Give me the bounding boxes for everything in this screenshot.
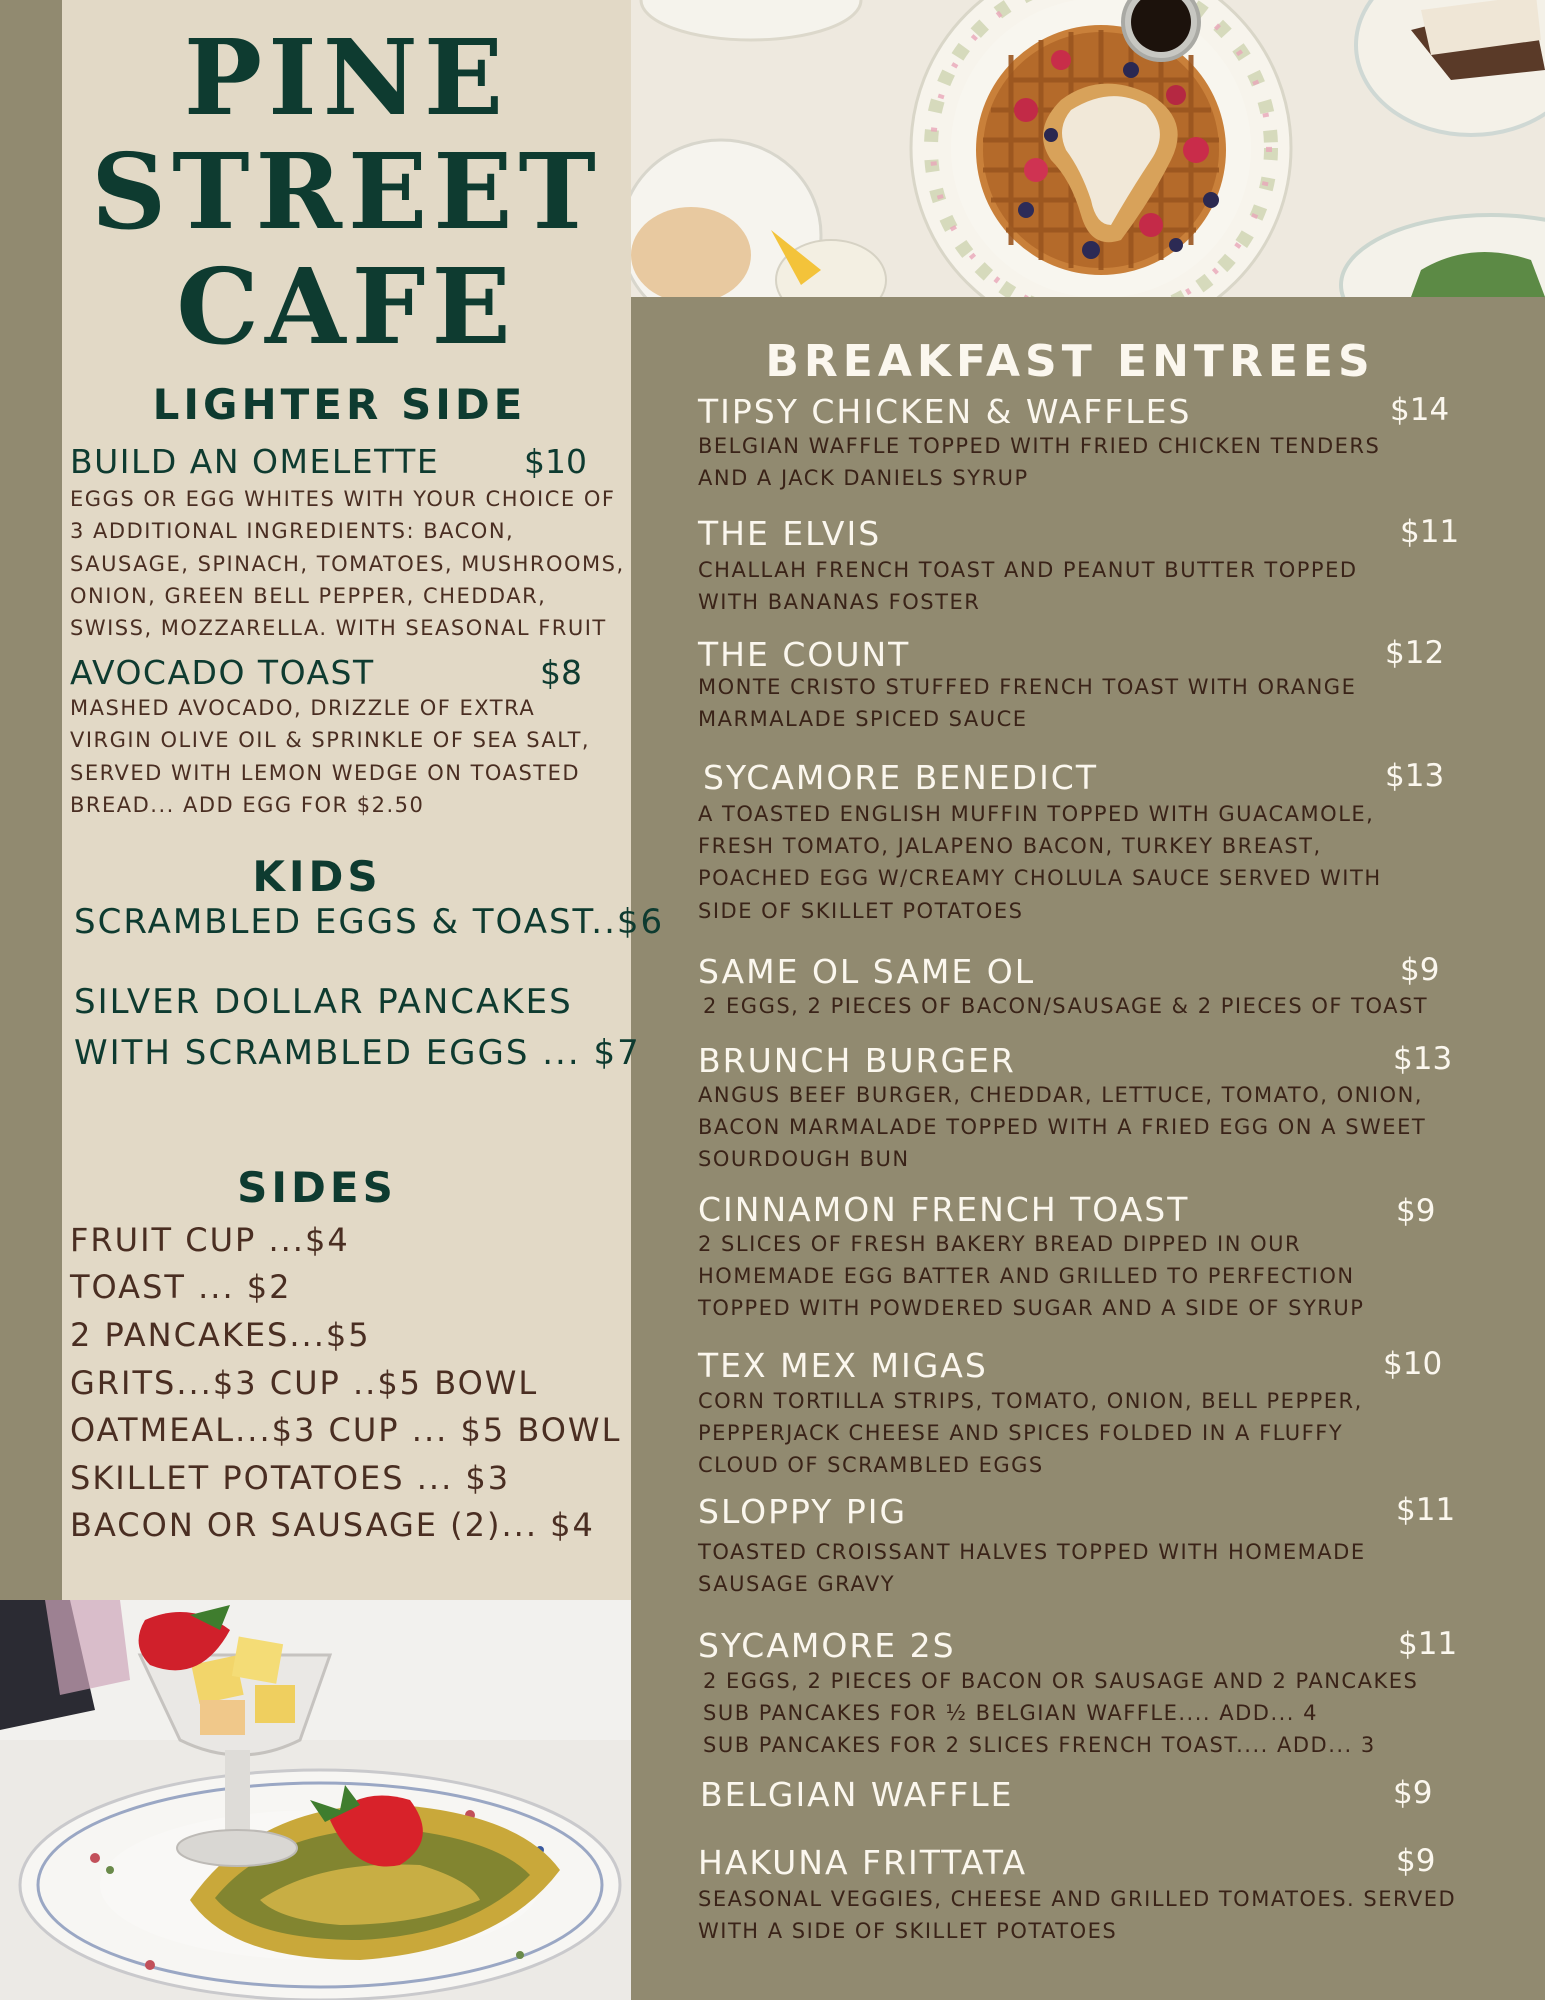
kids-item-pancakes-line-2: WITH SCRAMBLED EGGS ... $7 <box>74 1033 641 1073</box>
entree-price: $9 <box>1400 952 1440 988</box>
entree-description: BELGIAN WAFFLE TOPPED WITH FRIED CHICKEN TENDERS AND A JACK DANIELS SYRUP <box>698 434 1381 491</box>
entree-name: CINNAMON FRENCH TOAST <box>698 1190 1190 1229</box>
omelette-photo <box>0 1600 631 2000</box>
lighter-side-heading: LIGHTER SIDE <box>152 380 527 429</box>
entree-description: 2 EGGS, 2 PIECES OF BACON/SAUSAGE & 2 PIECES OF TOAST <box>703 994 1429 1018</box>
entree-price: $11 <box>1396 1492 1456 1528</box>
kids-heading: KIDS <box>252 852 382 901</box>
cafe-title-line-2: STREET <box>91 130 602 253</box>
entree-name: SAME OL SAME OL <box>698 952 1036 991</box>
omelette-description: EGGS OR EGG WHITES WITH YOUR CHOICE OF 3 ADDITIONAL INGREDIENTS: BACON, SAUSAGE, SPINACH, TOMATOES, MUSHROOMS, ONION, GREEN BELL PEPPER, CHEDDAR, SWISS, MOZZARELLA. WITH SEASONAL FRUIT <box>70 487 625 641</box>
entree-name: BRUNCH BURGER <box>698 1041 1016 1080</box>
entree-price: $11 <box>1398 1626 1458 1662</box>
entree-name: SLOPPY PIG <box>698 1492 908 1531</box>
entree-description: CORN TORTILLA STRIPS, TOMATO, ONION, BELL PEPPER, PEPPERJACK CHEESE AND SPICES FOLDED IN A FLUFFY CLOUD OF SCRAMBLED EGGS <box>698 1389 1363 1478</box>
entree-name: TEX MEX MIGAS <box>698 1346 988 1385</box>
cafe-title-line-3: CAFE <box>176 245 517 368</box>
sides-item: BACON OR SAUSAGE (2)... $4 <box>70 1506 595 1544</box>
waffle-photo-illustration <box>631 0 1545 297</box>
entree-name: SYCAMORE 2S <box>698 1626 956 1665</box>
waffle-photo <box>631 0 1545 297</box>
sides-item: SKILLET POTATOES ... $3 <box>70 1459 511 1497</box>
entree-price: $10 <box>1383 1346 1443 1382</box>
omelette-price: $10 <box>524 442 587 481</box>
kids-item-pancakes-line-1: SILVER DOLLAR PANCAKES <box>74 982 573 1022</box>
entree-price: $13 <box>1393 1041 1453 1077</box>
sides-item: FRUIT CUP ...$4 <box>70 1221 350 1259</box>
kids-item-scrambled-eggs: SCRAMBLED EGGS & TOAST..$6 <box>74 902 665 942</box>
entree-price: $14 <box>1390 392 1450 428</box>
entree-description: SEASONAL VEGGIES, CHEESE AND GRILLED TOMATOES. SERVED WITH A SIDE OF SKILLET POTATOES <box>698 1887 1457 1944</box>
entree-name: TIPSY CHICKEN & WAFFLES <box>698 392 1192 431</box>
entree-description: TOASTED CROISSANT HALVES TOPPED WITH HOMEMADE SAUSAGE GRAVY <box>698 1540 1366 1597</box>
omelette-photo-illustration <box>0 1600 631 2000</box>
sides-heading: SIDES <box>237 1163 397 1212</box>
sides-item: GRITS...$3 CUP ..$5 BOWL <box>70 1364 539 1402</box>
entree-description: 2 SLICES OF FRESH BAKERY BREAD DIPPED IN OUR HOMEMADE EGG BATTER AND GRILLED TO PERFECTION TOPPED WITH POWDERED SUGAR AND A SIDE OF SYRUP <box>698 1232 1365 1321</box>
avocado-toast-name: AVOCADO TOAST <box>70 653 375 692</box>
entree-description: CHALLAH FRENCH TOAST AND PEANUT BUTTER TOPPED WITH BANANAS FOSTER <box>698 558 1358 615</box>
entree-name: BELGIAN WAFFLE <box>700 1775 1014 1814</box>
cafe-title-line-1: PINE <box>183 16 510 139</box>
entree-price: $11 <box>1400 514 1460 550</box>
entree-description: ANGUS BEEF BURGER, CHEDDAR, LETTUCE, TOMATO, ONION, BACON MARMALADE TOPPED WITH A FRIED EGG ON A SWEET SOURDOUGH BUN <box>698 1083 1427 1172</box>
sides-item: OATMEAL...$3 CUP ... $5 BOWL <box>70 1411 622 1449</box>
entree-name: SYCAMORE BENEDICT <box>703 758 1099 797</box>
entree-price: $9 <box>1396 1843 1436 1879</box>
entree-price: $9 <box>1393 1775 1433 1811</box>
omelette-name: BUILD AN OMELETTE <box>70 442 440 481</box>
avocado-toast-description: MASHED AVOCADO, DRIZZLE OF EXTRA VIRGIN OLIVE OIL & SPRINKLE OF SEA SALT, SERVED WITH LEMON WEDGE ON TOASTED BREAD... ADD EGG FOR $2.50 <box>70 696 591 817</box>
entree-description: 2 EGGS, 2 PIECES OF BACON OR SAUSAGE AND 2 PANCAKES SUB PANCAKES FOR ½ BELGIAN WAFFLE.... ADD... 4 SUB PANCAKES FOR 2 SLICES FRENCH TOAST.... ADD... 3 <box>703 1669 1419 1758</box>
entree-price: $13 <box>1385 758 1445 794</box>
entree-description: A TOASTED ENGLISH MUFFIN TOPPED WITH GUACAMOLE, FRESH TOMATO, JALAPENO BACON, TURKEY BREAST, POACHED EGG W/CREAMY CHOLULA SAUCE SERVED WITH SIDE OF SKILLET POTATOES <box>698 802 1382 923</box>
entree-description: MONTE CRISTO STUFFED FRENCH TOAST WITH ORANGE MARMALADE SPICED SAUCE <box>698 675 1357 732</box>
entree-price: $12 <box>1385 635 1445 671</box>
entree-name: HAKUNA FRITTATA <box>698 1843 1028 1882</box>
sides-item: 2 PANCAKES...$5 <box>70 1316 371 1354</box>
entree-name: THE ELVIS <box>698 514 882 553</box>
sides-item: TOAST ... $2 <box>70 1268 292 1306</box>
breakfast-entrees-heading: BREAKFAST ENTREES <box>765 336 1375 387</box>
entree-name: THE COUNT <box>698 635 911 674</box>
avocado-toast-price: $8 <box>540 653 582 692</box>
entree-price: $9 <box>1396 1193 1436 1229</box>
